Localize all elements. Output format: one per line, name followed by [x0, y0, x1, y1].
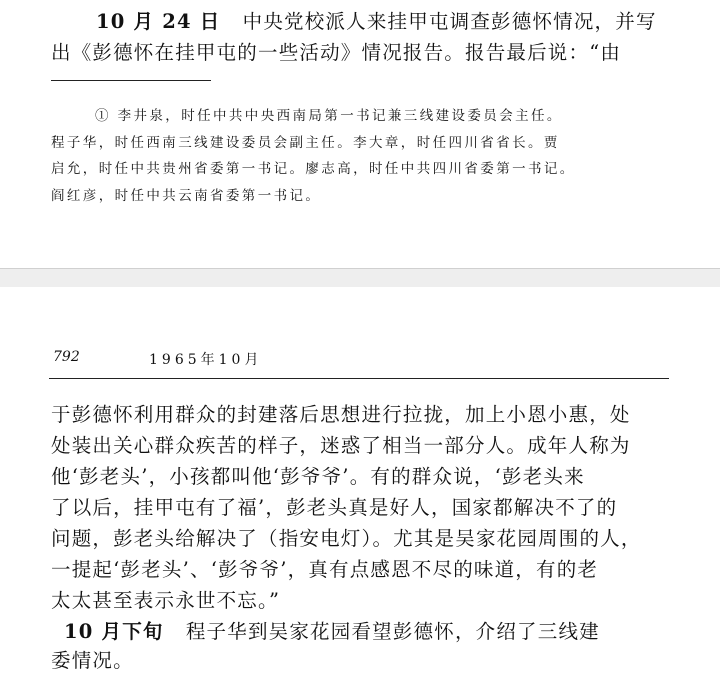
body-line: 于彭德怀利用群众的封建落后思想进行拉拢，加上小恩小惠，处: [51, 403, 631, 426]
header-rule: [49, 378, 669, 379]
footnote-divider: [51, 80, 211, 81]
body-line: 一提起‘彭老头’、‘彭爷爷’，真有点感恩不尽的味道，有的老: [51, 558, 599, 581]
lower-page: [0, 287, 720, 672]
entry-text: 程子华到吴家花园看望彭德怀，介绍了三线建: [185, 620, 600, 643]
page-separator: [0, 268, 720, 288]
entry-oct24-line1: [96, 6, 657, 34]
running-title: 1965年10月: [149, 352, 263, 368]
entry-date: 10 月下旬: [64, 620, 164, 643]
body-line: 问题，彭老头给解决了（指安电灯）。尤其是吴家花园周围的人，: [51, 527, 642, 550]
upper-page: [0, 0, 720, 268]
footnote-line: 阎红彦，时任中共云南省委第一书记。: [51, 188, 322, 204]
footnote-line: 程子华，时任西南三线建设委员会副主任。李大章，时任四川省省长。贾: [51, 135, 560, 151]
body-line: 太太甚至表示永世不忘。”: [51, 589, 281, 612]
body-line: 处装出关心群众疾苦的样子，迷惑了相当一部分人。成年人称为: [51, 434, 631, 457]
body-line: 他‘彭老头’，小孩都叫他‘彭爷爷’。有的群众说，‘彭老头来: [51, 465, 585, 488]
footnote-line: ① 李井泉，时任中共中央西南局第一书记兼三线建设委员会主任。: [95, 108, 563, 124]
footnote-line: 启允，时任中共贵州省委第一书记。廖志高，时任中共四川省委第一书记。: [51, 161, 576, 177]
page-number: 792: [53, 349, 80, 365]
entry-oct24-line2: 出《彭德怀在挂甲屯的一些活动》情况报告。报告最后说：“由: [51, 41, 622, 64]
body-line: 了以后，挂甲屯有了福’，彭老头真是好人，国家都解决不了的: [51, 496, 618, 519]
entry-date: 10 月 24 日: [96, 10, 221, 33]
entry-text: 中央党校派人来挂甲屯调查彭德怀情况，并写: [242, 10, 657, 33]
entry-late-oct-line1: [64, 616, 600, 644]
entry-late-oct-line2: 委情况。: [51, 649, 134, 672]
